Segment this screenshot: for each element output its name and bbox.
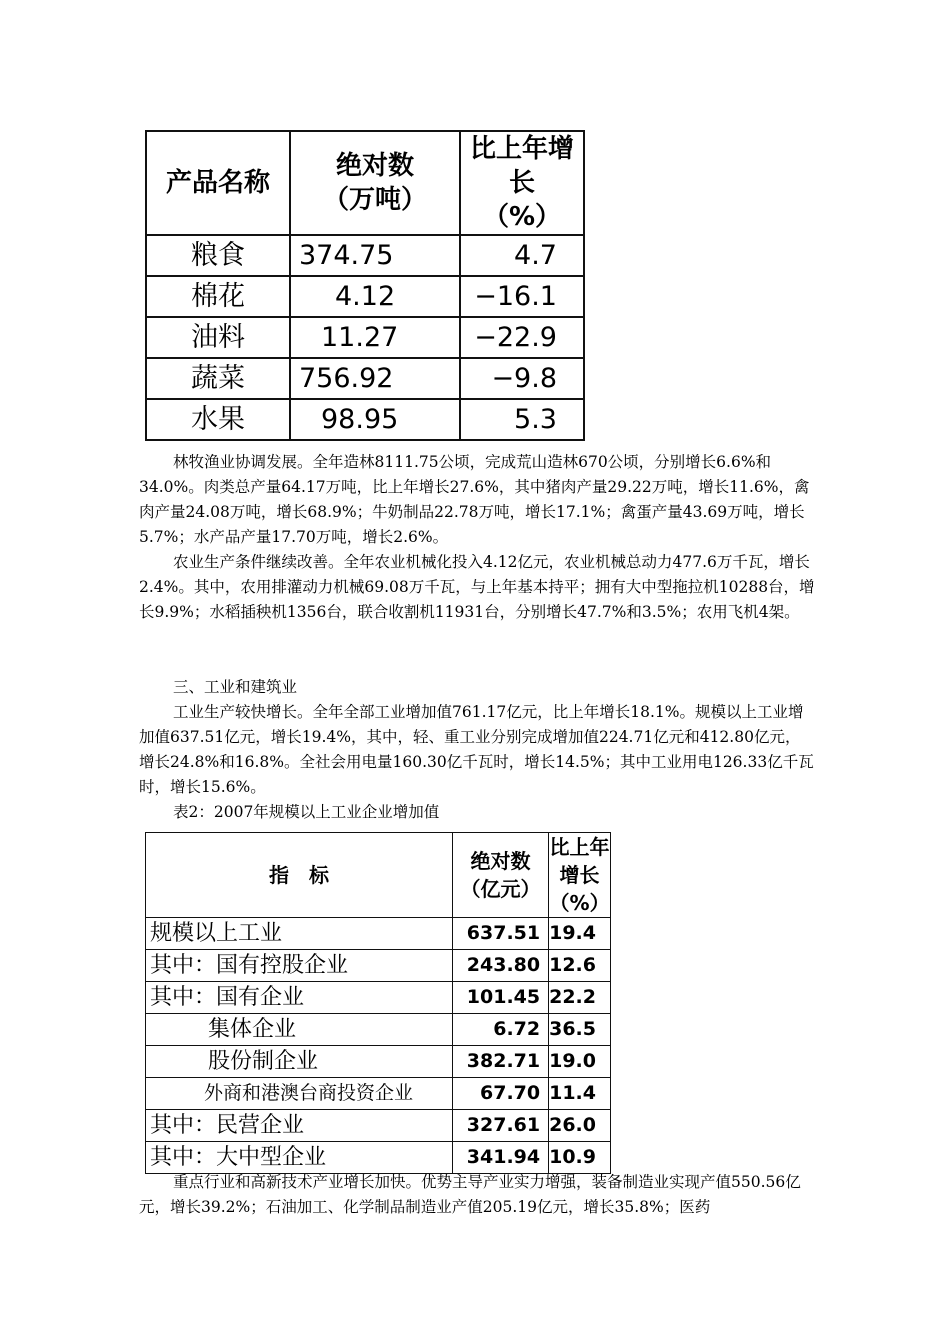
cell-value: 637.51 bbox=[452, 918, 548, 950]
table-row bbox=[146, 399, 584, 440]
paragraph-forestry: 林牧渔业协调发展。全年造林8111.75公顷，完成荒山造林670公顷，分别增长6.6%和34.0%。肉类总产量64.17万吨，比上年增长27.6%，其中猪肉产量29.22万吨，增长11.6%，禽肉产量24.08万吨，增长68.9%；牛奶制品22.78万吨，增长17.1%；禽蛋产量43.69万吨，增长5.7%；水产品产量17.70万吨，增长2.6%。 bbox=[139, 453, 810, 546]
header-indicator: 指 标 bbox=[146, 833, 453, 918]
industry-value-table bbox=[145, 832, 611, 1174]
table-row bbox=[146, 1110, 611, 1142]
table-row bbox=[146, 1142, 611, 1174]
cell-growth: 19.4 bbox=[549, 918, 611, 950]
cell-growth: 10.9 bbox=[549, 1142, 611, 1174]
cell-value: 374.75 bbox=[290, 235, 460, 276]
table-row bbox=[146, 1078, 611, 1110]
table-row bbox=[146, 950, 611, 982]
table2-caption: 表2：2007年规模以上工业企业增加值 bbox=[173, 803, 440, 821]
cell-name: 股份制企业 bbox=[146, 1046, 453, 1078]
cell-growth: −16.1 bbox=[460, 276, 584, 317]
cell-growth: 5.3 bbox=[460, 399, 584, 440]
table-row bbox=[146, 1046, 611, 1078]
cell-growth: −9.8 bbox=[460, 358, 584, 399]
cell-growth: −22.9 bbox=[460, 317, 584, 358]
cell-name: 其中：国有企业 bbox=[146, 982, 453, 1014]
header-growth: 比上年增长 （%） bbox=[549, 833, 611, 918]
header-product-name: 产品名称 bbox=[146, 131, 290, 235]
cell-value: 11.27 bbox=[290, 317, 460, 358]
table-row bbox=[146, 317, 584, 358]
table-row bbox=[146, 918, 611, 950]
cell-name: 棉花 bbox=[146, 276, 290, 317]
cell-growth: 36.5 bbox=[549, 1014, 611, 1046]
cell-growth: 12.6 bbox=[549, 950, 611, 982]
cell-value: 67.70 bbox=[452, 1078, 548, 1110]
table-row bbox=[146, 235, 584, 276]
table-header-row bbox=[146, 833, 611, 918]
cell-name: 集体企业 bbox=[146, 1014, 453, 1046]
cell-name: 粮食 bbox=[146, 235, 290, 276]
paragraph-key-industries: 重点行业和高新技术产业增长加快。优势主导产业实力增强，装备制造业实现产值550.56亿元，增长39.2%；石油加工、化学制品制造业产值205.19亿元，增长35.8%；医药 bbox=[139, 1173, 801, 1216]
header-absolute-value: 绝对数 （万吨） bbox=[290, 131, 460, 235]
agri-product-table bbox=[145, 130, 585, 441]
cell-value: 341.94 bbox=[452, 1142, 548, 1174]
cell-growth: 22.2 bbox=[549, 982, 611, 1014]
cell-name: 外商和港澳台商投资企业 bbox=[146, 1078, 453, 1110]
cell-growth: 4.7 bbox=[460, 235, 584, 276]
cell-name: 油料 bbox=[146, 317, 290, 358]
cell-value: 756.92 bbox=[290, 358, 460, 399]
cell-name: 规模以上工业 bbox=[146, 918, 453, 950]
cell-growth: 11.4 bbox=[549, 1078, 611, 1110]
table-row bbox=[146, 982, 611, 1014]
cell-value: 4.12 bbox=[290, 276, 460, 317]
header-growth: 比上年增长 （%） bbox=[460, 131, 584, 235]
table-row bbox=[146, 1014, 611, 1046]
header-absolute-value: 绝对数 （亿元） bbox=[452, 833, 548, 918]
cell-value: 98.95 bbox=[290, 399, 460, 440]
cell-value: 101.45 bbox=[452, 982, 548, 1014]
cell-value: 382.71 bbox=[452, 1046, 548, 1078]
paragraph-agri-conditions: 农业生产条件继续改善。全年农业机械化投入4.12亿元，农业机械总动力477.6万千瓦，增长2.4%。其中，农用排灌动力机械69.08万千瓦，与上年基本持平；拥有大中型拖拉机10288台，增长9.9%；水稻插秧机1356台，联合收割机11931台，分别增长47.7%和3.5%；农用飞机4架。 bbox=[139, 553, 815, 621]
cell-growth: 19.0 bbox=[549, 1046, 611, 1078]
section-heading-industry: 三、工业和建筑业 bbox=[173, 678, 298, 696]
cell-name: 蔬菜 bbox=[146, 358, 290, 399]
table-header-row bbox=[146, 131, 584, 235]
cell-name: 其中：大中型企业 bbox=[146, 1142, 453, 1174]
cell-name: 其中：民营企业 bbox=[146, 1110, 453, 1142]
cell-value: 327.61 bbox=[452, 1110, 548, 1142]
cell-growth: 26.0 bbox=[549, 1110, 611, 1142]
cell-value: 6.72 bbox=[452, 1014, 548, 1046]
cell-value: 243.80 bbox=[452, 950, 548, 982]
cell-name: 其中：国有控股企业 bbox=[146, 950, 453, 982]
table-row bbox=[146, 358, 584, 399]
paragraph-industry-growth: 工业生产较快增长。全年全部工业增加值761.17亿元，比上年增长18.1%。规模以上工业增加值637.51亿元，增长19.4%，其中，轻、重工业分别完成增加值224.71亿元和412.80亿元，增长24.8%和16.8%。全社会用电量160.30亿千瓦时，增长14.5%；其中工业用电126.33亿千瓦时，增长15.6%。 bbox=[139, 703, 814, 796]
cell-name: 水果 bbox=[146, 399, 290, 440]
table-row bbox=[146, 276, 584, 317]
